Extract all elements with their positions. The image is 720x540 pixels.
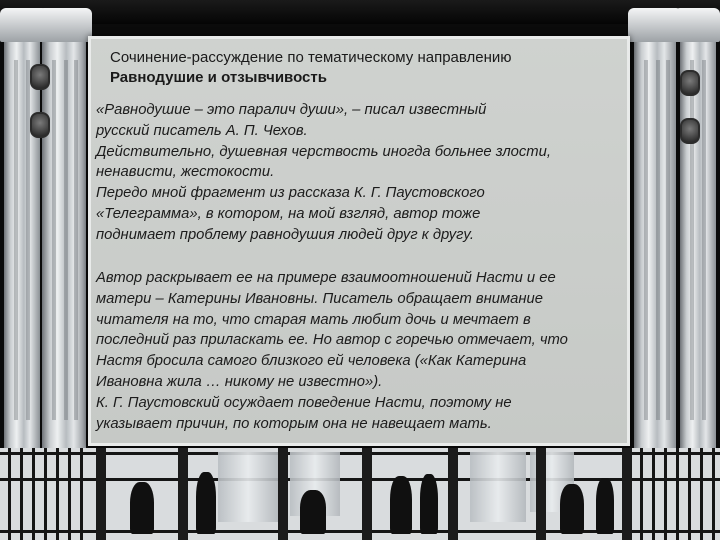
slide-heading xyxy=(110,48,620,88)
right-column-capital xyxy=(674,8,720,42)
figure-silhouette xyxy=(390,476,412,534)
text-line: К. Г. Паустовский осуждает поведение Насти, поэтому не xyxy=(96,394,512,411)
paragraph-analysis xyxy=(96,268,628,434)
text-line: матери – Катерины Ивановны. Писатель обращает внимание xyxy=(96,290,543,307)
top-border xyxy=(0,0,720,24)
figure-silhouette xyxy=(596,478,614,534)
text-line: ненависти, жестокости. xyxy=(96,164,275,181)
left-lantern-icon xyxy=(30,112,50,138)
text-line: читателя на то, что старая мать любит дочь и мечтает в xyxy=(96,311,531,328)
text-line: Ивановна жила … никому не известно»). xyxy=(96,373,383,390)
curtain-decoration xyxy=(218,452,278,522)
right-lantern-icon xyxy=(680,70,700,96)
text-line: «Телеграмма», в котором, на мой взгляд, автор тоже xyxy=(96,205,481,222)
curtain-decoration xyxy=(470,452,526,522)
text-line: Автор раскрывает ее на примере взаимоотношений Насти и ее xyxy=(96,270,556,286)
text-line: указывает причин, по которым она не навещает мать. xyxy=(96,415,492,432)
figure-silhouette xyxy=(130,482,154,534)
text-line: русский писатель А. П. Чехов. xyxy=(96,122,308,139)
text-line: «Равнодушие – это паралич души», – писал известный xyxy=(96,102,487,118)
right-lantern-icon xyxy=(680,118,700,144)
right-column-inner xyxy=(634,20,676,460)
left-lantern-icon xyxy=(30,64,50,90)
text-line: последний раз приласкать ее. Но автор с горечью отмечает, что xyxy=(96,332,568,349)
decorative-fence xyxy=(0,448,720,540)
left-inner-capital xyxy=(38,8,92,42)
text-line: Настя бросила самого близкого ей человека («Как Катерина xyxy=(96,353,527,370)
figure-silhouette xyxy=(196,472,216,534)
text-line: поднимает проблему равнодушия людей друг к другу. xyxy=(96,226,474,243)
figure-silhouette xyxy=(420,474,438,534)
text-line: Передо мной фрагмент из рассказа К. Г. Паустовского xyxy=(96,185,485,202)
figure-silhouette xyxy=(300,490,326,534)
heading-topic: Сочинение-рассуждение по тематическому направлению xyxy=(110,49,512,66)
text-line: Действительно, душевная черствость иногда больнее злости, xyxy=(96,143,551,160)
figure-silhouette xyxy=(560,484,584,534)
heading-subject: Равнодушие и отзывчивость xyxy=(110,69,327,86)
paragraph-intro xyxy=(96,100,628,246)
